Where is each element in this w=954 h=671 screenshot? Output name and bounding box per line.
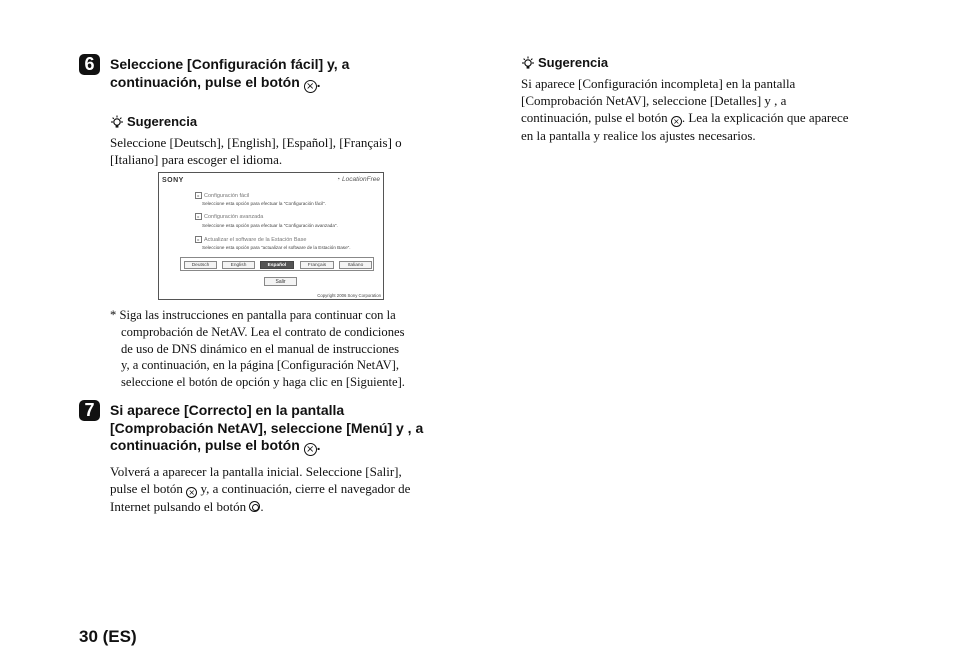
footnote-line: * Siga las instrucciones en pantalla para continuar con la [110, 308, 396, 322]
footnote-line: comprobación de NetAV. Lea el contrato de condiciones [121, 324, 405, 339]
tip-line: [Comprobación NetAV], seleccione [Detalles] y , a [521, 93, 787, 109]
arrow-icon: ▸ [195, 192, 202, 199]
brand-icon: ◔ [336, 176, 341, 183]
body-text: y, a continuación, cierre el navegador de [200, 481, 411, 497]
option-advanced-setup [195, 213, 263, 220]
option-desc: Seleccione esta opción para "actualizar el software de la Estación Base". [202, 245, 351, 250]
body-line: Volverá a aparecer la pantalla inicial. Seleccione [Salir], [110, 464, 402, 479]
tip-line: en la pantalla y realice los ajustes necesarios. [521, 128, 756, 144]
step-6-title [110, 56, 349, 93]
step-7-title-line-3: continuación, pulse el botón × . [110, 437, 321, 455]
step-7-badge: 7 [79, 400, 100, 421]
body-line: Internet pulsando el botón . [110, 499, 264, 515]
lang-english-button: English [222, 261, 255, 269]
step-6-tip-heading [110, 114, 197, 130]
option-title: Configuración avanzada [204, 214, 264, 220]
lang-deutsch-button: Deutsch [184, 261, 217, 269]
body-text: Internet pulsando el botón [110, 499, 247, 515]
right-tip-text [521, 75, 849, 145]
tip-line: Seleccione [Deutsch], [English], [Español], [Français] o [110, 135, 402, 150]
footnote-line: y, a continuación, en la página [Configuración NetAV], [121, 358, 400, 373]
tip-line: [Italiano] para escoger el idioma. [110, 152, 283, 168]
tip-heading-text: Sugerencia [538, 55, 609, 70]
cross-button-icon: × [304, 443, 317, 456]
right-tip-heading [521, 55, 608, 71]
step-7-body [110, 463, 410, 515]
step-7-title-line-1: Si aparece [Correcto] en la pantalla [110, 402, 345, 418]
arrow-icon: ▸ [195, 236, 202, 243]
tip-heading-text: Sugerencia [127, 114, 198, 129]
step-6-title-text: continuación, pulse el botón [110, 73, 300, 90]
step-6-tip-text [110, 134, 402, 168]
step-6-badge: 6 [79, 54, 100, 75]
page-number: 30 (ES) [79, 627, 137, 646]
lang-espanol-button: Español [260, 261, 294, 269]
tip-text: . Lea la explicación que aparece [681, 110, 849, 126]
copyright-text: Copyright 2006 Sony Corporation [317, 293, 381, 298]
option-easy-setup [195, 192, 249, 199]
step-6-title-line-2: continuación, pulse el botón × . [110, 73, 321, 92]
step-7-title [110, 402, 423, 456]
cross-button-icon: × [671, 116, 682, 127]
lang-francais-button: Français [300, 261, 334, 269]
sony-logo: SONY [162, 177, 184, 184]
footnote [110, 307, 405, 391]
tip-text: continuación, pulse el botón [521, 110, 668, 126]
step-7-title-line-2: [Comprobación NetAV], seleccione [Menú] y , a [110, 419, 424, 436]
brand-text: LocationFree [342, 176, 380, 183]
cross-button-icon: × [304, 80, 317, 93]
step-6-title-line-1: Seleccione [Configuración fácil] y, a [110, 56, 350, 72]
lang-italiano-button: Italiano [339, 261, 372, 269]
exit-button: Salir [264, 277, 297, 286]
option-desc: Seleccione esta opción para efectuar la "Configuración avanzada". [202, 223, 338, 228]
cross-button-icon: × [186, 487, 197, 498]
locationfree-logo [336, 176, 380, 183]
footnote-line: seleccione el botón de opción y haga clic en [Siguiente]. [121, 375, 405, 390]
body-line [110, 480, 410, 498]
tip-line [521, 109, 849, 127]
arrow-icon: ▸ [195, 213, 202, 220]
lightbulb-icon [110, 115, 124, 130]
option-desc: Seleccione esta opción para efectuar la "Configuración fácil". [202, 201, 327, 206]
option-title: Actualizar el software de la Estación Base [204, 237, 307, 243]
tip-line: Si aparece [Configuración incompleta] en la pantalla [521, 76, 796, 91]
footnote-line: de uso de DNS dinámico en el manual de instrucciones [121, 341, 400, 356]
option-update-software [195, 236, 306, 243]
language-bar [180, 257, 374, 271]
setup-screenshot [158, 172, 384, 300]
lightbulb-icon [521, 56, 535, 71]
step-7-title-text: continuación, pulse el botón [110, 437, 300, 453]
home-button-icon [249, 501, 260, 512]
option-title: Configuración fácil [204, 193, 250, 199]
body-text: pulse el botón [110, 481, 183, 497]
